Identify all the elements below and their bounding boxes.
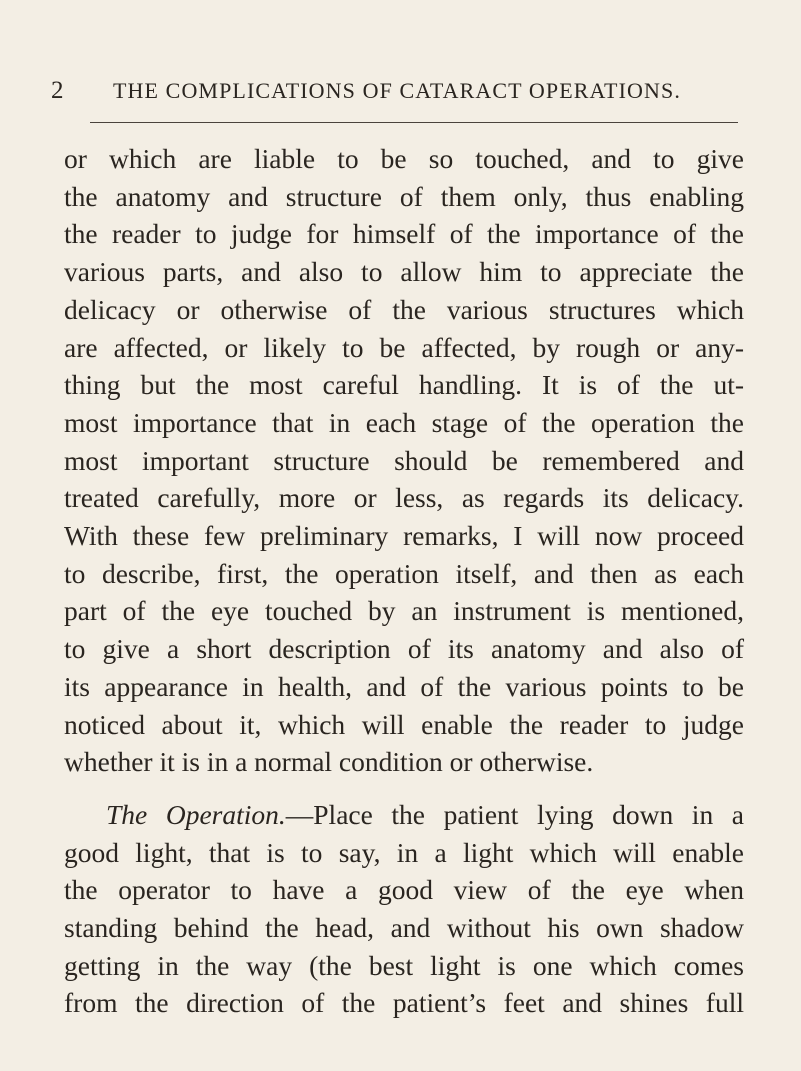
paragraph-2 [64, 796, 744, 1022]
text-line: from the direction of the patient’s feet and shines full [64, 987, 744, 1019]
text-line: its appearance in health, and of the various points to be [64, 670, 744, 702]
text-line: thing but the most careful handling. It is of the ut- [64, 369, 744, 401]
paragraph-spacer [64, 781, 744, 796]
text-line-with-heading [64, 796, 744, 834]
text-line: noticed about it, which will enable the reader to judge [64, 708, 744, 740]
text-line: With these few preliminary remarks, I will now proceed [64, 520, 744, 552]
text-line: standing behind the head, and without his own shadow [64, 912, 744, 944]
text-line: part of the eye touched by an instrument is mentioned, [64, 595, 744, 627]
text-line: most importance that in each stage of the operation the [64, 406, 744, 438]
text-run: —Place the patient lying down in a [285, 798, 744, 830]
text-line: the operator to have a good view of the eye when [64, 874, 744, 906]
section-heading: The Operation. [106, 798, 286, 830]
text-line: to describe, first, the operation itself, and then as each [64, 557, 744, 589]
text-line: various parts, and also to allow him to appreciate the [64, 256, 744, 288]
text-line: whether it is in a normal condition or otherwise. [64, 746, 594, 778]
text-line: to give a short description of its anatomy and also of [64, 633, 744, 665]
header-rule [90, 122, 738, 123]
text-line: are affected, or likely to be affected, by rough or any- [64, 331, 744, 363]
text-line: getting in the way (the best light is one which comes [64, 949, 744, 981]
text-line: delicacy or otherwise of the various structures which [64, 293, 744, 325]
body-text [64, 140, 744, 1022]
text-line: the reader to judge for himself of the importance of the [64, 218, 744, 250]
running-title: THE COMPLICATIONS OF CATARACT OPERATIONS. [113, 78, 681, 103]
page-number: 2 [51, 77, 64, 104]
running-head [51, 74, 751, 108]
text-line: treated carefully, more or less, as regards its delicacy. [64, 482, 744, 514]
text-line: or which are liable to be so touched, and to give [64, 143, 744, 174]
text-line: good light, that is to say, in a light which will enable [64, 836, 744, 868]
paragraph-1 [64, 140, 744, 781]
text-line: most important structure should be remembered and [64, 444, 744, 476]
text-line: the anatomy and structure of them only, thus enabling [64, 180, 744, 212]
